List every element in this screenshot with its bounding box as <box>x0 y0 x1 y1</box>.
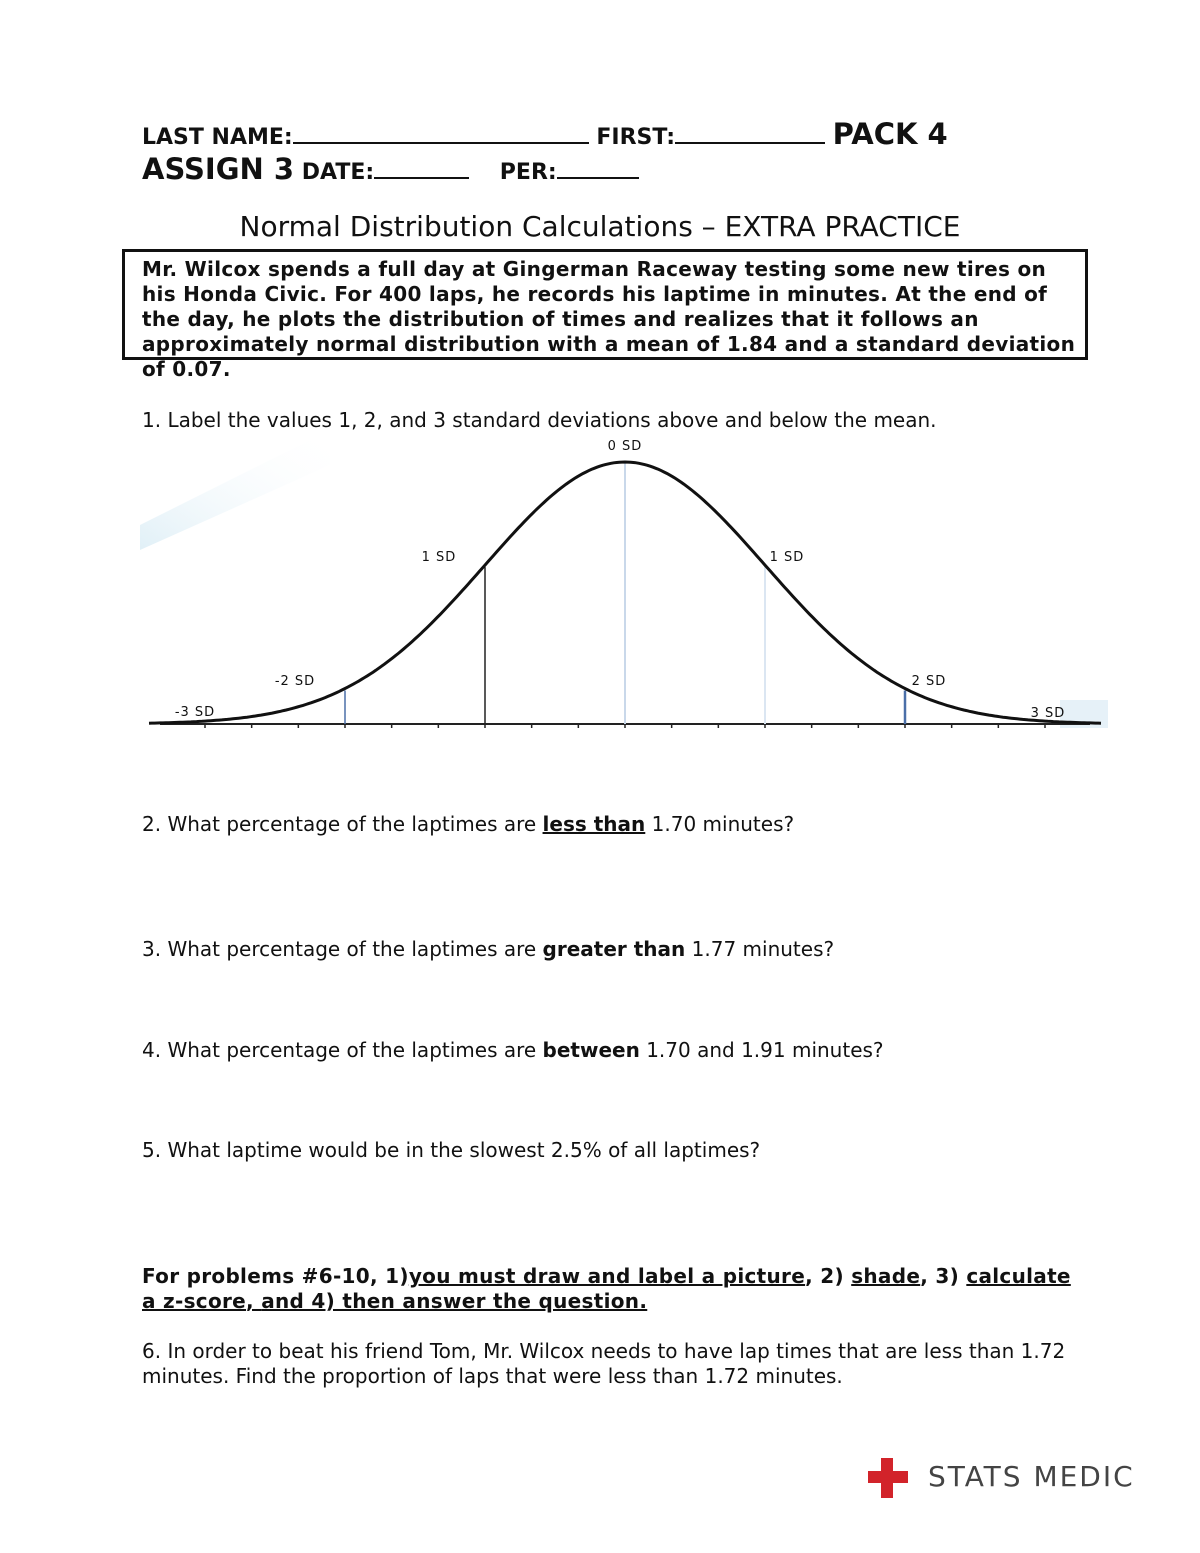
instr-draw: you must draw and label a picture <box>408 1264 806 1288</box>
intro-paragraph: Mr. Wilcox spends a full day at Gingerman Raceway testing some new tires on his Honda Civic. For 400 laps, he records his laptime in minutes. At the end of the day, he plots the distribution of times and realizes that it follows an approximately normal distribution with a mean of 1.84 and a standard deviation of 0.07. <box>142 257 1076 381</box>
instr-shade: shade <box>851 1264 921 1288</box>
header-line-2 <box>142 152 639 186</box>
question-1: 1. Label the values 1, 2, and 3 standard deviations above and below the mean. <box>142 408 937 432</box>
instr-zscore: calculate a z-score <box>142 1264 1071 1313</box>
normal-curve-chart <box>0 430 1200 740</box>
sd-label: 1 SD <box>769 550 805 565</box>
sd-label: 3 SD <box>1030 706 1066 721</box>
question-6: 6. In order to beat his friend Tom, Mr. Wilcox needs to have lap times that are less than 1.72 minutes. Find the proportion of laps that were less than 1.72 minutes. <box>142 1339 1066 1388</box>
question-3-tail: 1.77 minutes? <box>685 937 835 961</box>
question-5: 5. What laptime would be in the slowest 2.5% of all laptimes? <box>142 1138 761 1162</box>
last-name-blank[interactable] <box>293 122 589 144</box>
page-title: Normal Distribution Calculations – EXTRA PRACTICE <box>239 210 961 243</box>
sd-label: 2 SD <box>911 674 947 689</box>
sd-markers <box>345 462 905 724</box>
question-3-text: 3. What percentage of the laptimes are <box>142 937 543 961</box>
question-4 <box>142 1038 1082 1063</box>
instr-part-5: , 3) <box>920 1264 967 1288</box>
sd-label: 1 SD <box>421 550 457 565</box>
instr-answer: and 4) then answer the question. <box>261 1289 648 1313</box>
question-2 <box>142 812 1082 837</box>
question-3-key: greater than <box>542 937 686 961</box>
question-2-key: less than <box>542 812 646 836</box>
first-name-label: FIRST: <box>596 125 675 150</box>
instr-part-1: For problems #6-10, 1) <box>142 1264 409 1288</box>
last-name-label: LAST NAME: <box>142 125 293 150</box>
glare-streak <box>140 430 330 550</box>
stats-medic-logo <box>866 1456 1156 1500</box>
question-4-key: between <box>542 1038 640 1062</box>
date-label: DATE: <box>301 160 375 185</box>
sd-label: -2 SD <box>274 674 316 689</box>
logo-text: STATS MEDIC <box>928 1460 1135 1493</box>
instr-part-7: , <box>246 1289 262 1313</box>
period-blank[interactable] <box>557 157 639 179</box>
header-line-1 <box>142 117 948 151</box>
question-2-text: 2. What percentage of the laptimes are <box>142 812 543 836</box>
date-blank[interactable] <box>374 157 469 179</box>
sd-label: -3 SD <box>174 705 216 720</box>
instr-part-3: , 2) <box>805 1264 852 1288</box>
question-4-text: 4. What percentage of the laptimes are <box>142 1038 543 1062</box>
first-name-blank[interactable] <box>675 122 825 144</box>
instructions <box>142 1264 1082 1314</box>
medical-cross-icon <box>866 1456 910 1500</box>
question-4-tail: 1.70 and 1.91 minutes? <box>639 1038 884 1062</box>
assign-label: ASSIGN 3 <box>142 152 295 186</box>
period-label: PER: <box>499 160 557 185</box>
pack-label: PACK 4 <box>832 117 948 151</box>
question-3 <box>142 937 1082 962</box>
sd-labels <box>175 439 1066 721</box>
question-2-tail: 1.70 minutes? <box>645 812 795 836</box>
sd-label: 0 SD <box>607 439 643 454</box>
